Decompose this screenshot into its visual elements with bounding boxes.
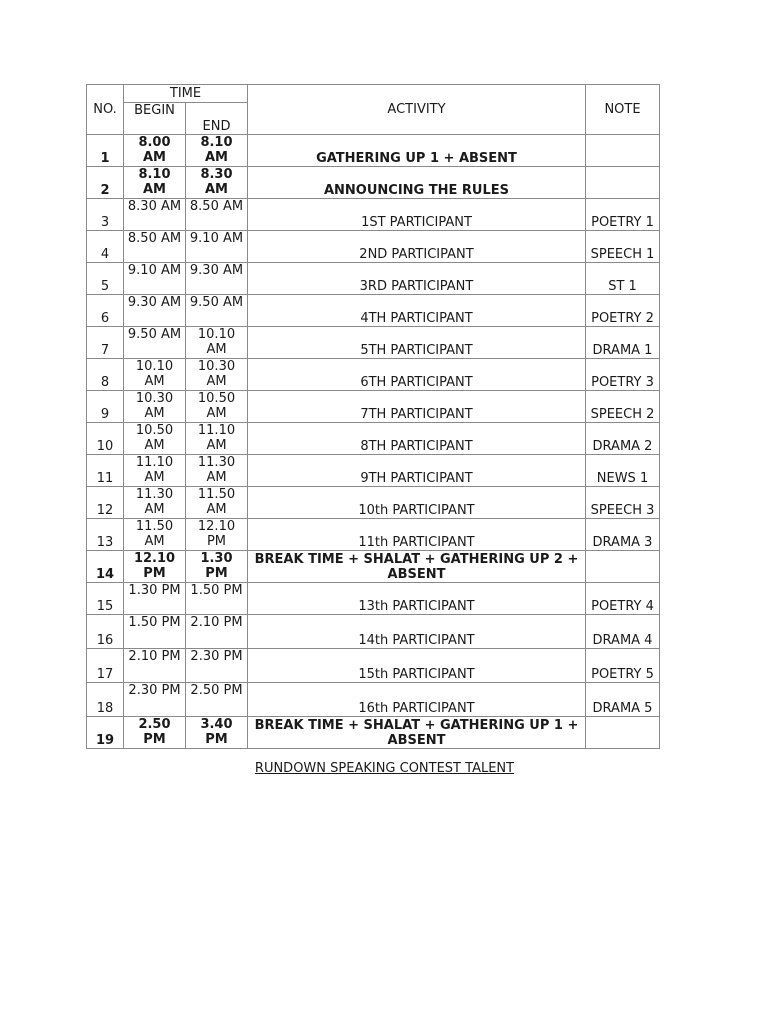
table-row <box>87 423 660 455</box>
row-number: 1 <box>87 135 124 167</box>
row-number: 15 <box>87 583 124 615</box>
row-begin-time: 9.10 AM <box>124 263 186 295</box>
row-begin-time: 10.10 AM <box>124 359 186 391</box>
row-begin-time: 2.50 PM <box>124 717 186 749</box>
row-begin-time: 8.10 AM <box>124 167 186 199</box>
header-end: END <box>186 103 248 135</box>
row-note: POETRY 3 <box>586 359 660 391</box>
row-end-time: 10.10 AM <box>186 327 248 359</box>
table-row <box>87 359 660 391</box>
table-row <box>87 683 660 717</box>
row-note <box>586 135 660 167</box>
row-activity: 9TH PARTICIPANT <box>248 455 586 487</box>
row-activity: 1ST PARTICIPANT <box>248 199 586 231</box>
row-begin-time: 11.30 AM <box>124 487 186 519</box>
row-number: 5 <box>87 263 124 295</box>
row-begin-time: 9.30 AM <box>124 295 186 327</box>
header-activity: ACTIVITY <box>248 85 586 135</box>
row-begin-time: 11.50 AM <box>124 519 186 551</box>
row-activity: 11th PARTICIPANT <box>248 519 586 551</box>
row-begin-time: 10.50 AM <box>124 423 186 455</box>
row-end-time: 2.50 PM <box>186 683 248 717</box>
row-activity: 14th PARTICIPANT <box>248 615 586 649</box>
table-row <box>87 295 660 327</box>
header-begin: BEGIN <box>124 103 186 135</box>
row-activity: 15th PARTICIPANT <box>248 649 586 683</box>
row-end-time: 11.50 AM <box>186 487 248 519</box>
row-activity: 7TH PARTICIPANT <box>248 391 586 423</box>
row-end-time: 9.30 AM <box>186 263 248 295</box>
row-end-time: 10.50 AM <box>186 391 248 423</box>
row-note: POETRY 1 <box>586 199 660 231</box>
row-end-time: 3.40 PM <box>186 717 248 749</box>
row-begin-time: 12.10 PM <box>124 551 186 583</box>
row-note: DRAMA 5 <box>586 683 660 717</box>
row-activity: GATHERING UP 1 + ABSENT <box>248 135 586 167</box>
row-number: 4 <box>87 231 124 263</box>
rundown-table <box>86 84 660 749</box>
table-row <box>87 615 660 649</box>
row-note: DRAMA 2 <box>586 423 660 455</box>
row-end-time: 11.10 AM <box>186 423 248 455</box>
row-number: 13 <box>87 519 124 551</box>
row-begin-time: 8.30 AM <box>124 199 186 231</box>
header-note: NOTE <box>586 85 660 135</box>
table-row <box>87 135 660 167</box>
row-activity: 13th PARTICIPANT <box>248 583 586 615</box>
row-activity: ANNOUNCING THE RULES <box>248 167 586 199</box>
table-row <box>87 519 660 551</box>
row-end-time: 1.50 PM <box>186 583 248 615</box>
row-activity: 10th PARTICIPANT <box>248 487 586 519</box>
row-number: 2 <box>87 167 124 199</box>
row-number: 19 <box>87 717 124 749</box>
row-number: 8 <box>87 359 124 391</box>
row-activity: 16th PARTICIPANT <box>248 683 586 717</box>
table-row <box>87 231 660 263</box>
row-activity: 5TH PARTICIPANT <box>248 327 586 359</box>
row-number: 16 <box>87 615 124 649</box>
row-begin-time: 8.50 AM <box>124 231 186 263</box>
row-end-time: 8.10 AM <box>186 135 248 167</box>
row-note: DRAMA 3 <box>586 519 660 551</box>
table-row <box>87 263 660 295</box>
table-row <box>87 391 660 423</box>
row-note: ST 1 <box>586 263 660 295</box>
row-end-time: 8.50 AM <box>186 199 248 231</box>
table-row <box>87 551 660 583</box>
row-end-time: 8.30 AM <box>186 167 248 199</box>
row-note: NEWS 1 <box>586 455 660 487</box>
row-begin-time: 2.10 PM <box>124 649 186 683</box>
row-begin-time: 1.30 PM <box>124 583 186 615</box>
schedule-body <box>87 135 660 749</box>
row-end-time: 10.30 AM <box>186 359 248 391</box>
row-note: POETRY 2 <box>586 295 660 327</box>
row-begin-time: 8.00 AM <box>124 135 186 167</box>
row-note: POETRY 5 <box>586 649 660 683</box>
row-note <box>586 551 660 583</box>
row-number: 7 <box>87 327 124 359</box>
table-row <box>87 199 660 231</box>
header-no: NO. <box>87 85 124 135</box>
table-row <box>87 327 660 359</box>
row-note: SPEECH 1 <box>586 231 660 263</box>
row-end-time: 12.10 PM <box>186 519 248 551</box>
row-number: 11 <box>87 455 124 487</box>
header-time: TIME <box>124 85 248 103</box>
row-begin-time: 11.10 AM <box>124 455 186 487</box>
row-number: 9 <box>87 391 124 423</box>
row-note: DRAMA 4 <box>586 615 660 649</box>
row-end-time: 9.10 AM <box>186 231 248 263</box>
row-end-time: 2.30 PM <box>186 649 248 683</box>
row-end-time: 9.50 AM <box>186 295 248 327</box>
row-note: DRAMA 1 <box>586 327 660 359</box>
row-activity: 8TH PARTICIPANT <box>248 423 586 455</box>
row-number: 10 <box>87 423 124 455</box>
table-row <box>87 487 660 519</box>
row-activity: 3RD PARTICIPANT <box>248 263 586 295</box>
table-row <box>87 583 660 615</box>
row-note <box>586 717 660 749</box>
row-begin-time: 9.50 AM <box>124 327 186 359</box>
row-note: SPEECH 2 <box>586 391 660 423</box>
row-note: POETRY 4 <box>586 583 660 615</box>
row-end-time: 1.30 PM <box>186 551 248 583</box>
row-begin-time: 10.30 AM <box>124 391 186 423</box>
row-note: SPEECH 3 <box>586 487 660 519</box>
row-number: 12 <box>87 487 124 519</box>
row-activity: 6TH PARTICIPANT <box>248 359 586 391</box>
table-row <box>87 717 660 749</box>
row-activity: 2ND PARTICIPANT <box>248 231 586 263</box>
row-begin-time: 1.50 PM <box>124 615 186 649</box>
row-number: 17 <box>87 649 124 683</box>
row-activity: BREAK TIME + SHALAT + GATHERING UP 2 + ABSENT <box>248 551 586 583</box>
row-number: 18 <box>87 683 124 717</box>
row-number: 6 <box>87 295 124 327</box>
row-number: 3 <box>87 199 124 231</box>
table-row <box>87 455 660 487</box>
row-activity: 4TH PARTICIPANT <box>248 295 586 327</box>
row-number: 14 <box>87 551 124 583</box>
table-row <box>87 649 660 683</box>
row-activity: BREAK TIME + SHALAT + GATHERING UP 1 + ABSENT <box>248 717 586 749</box>
table-row <box>87 167 660 199</box>
row-begin-time: 2.30 PM <box>124 683 186 717</box>
row-note <box>586 167 660 199</box>
document-caption: RUNDOWN SPEAKING CONTEST TALENT <box>254 761 515 776</box>
row-end-time: 2.10 PM <box>186 615 248 649</box>
row-end-time: 11.30 AM <box>186 455 248 487</box>
